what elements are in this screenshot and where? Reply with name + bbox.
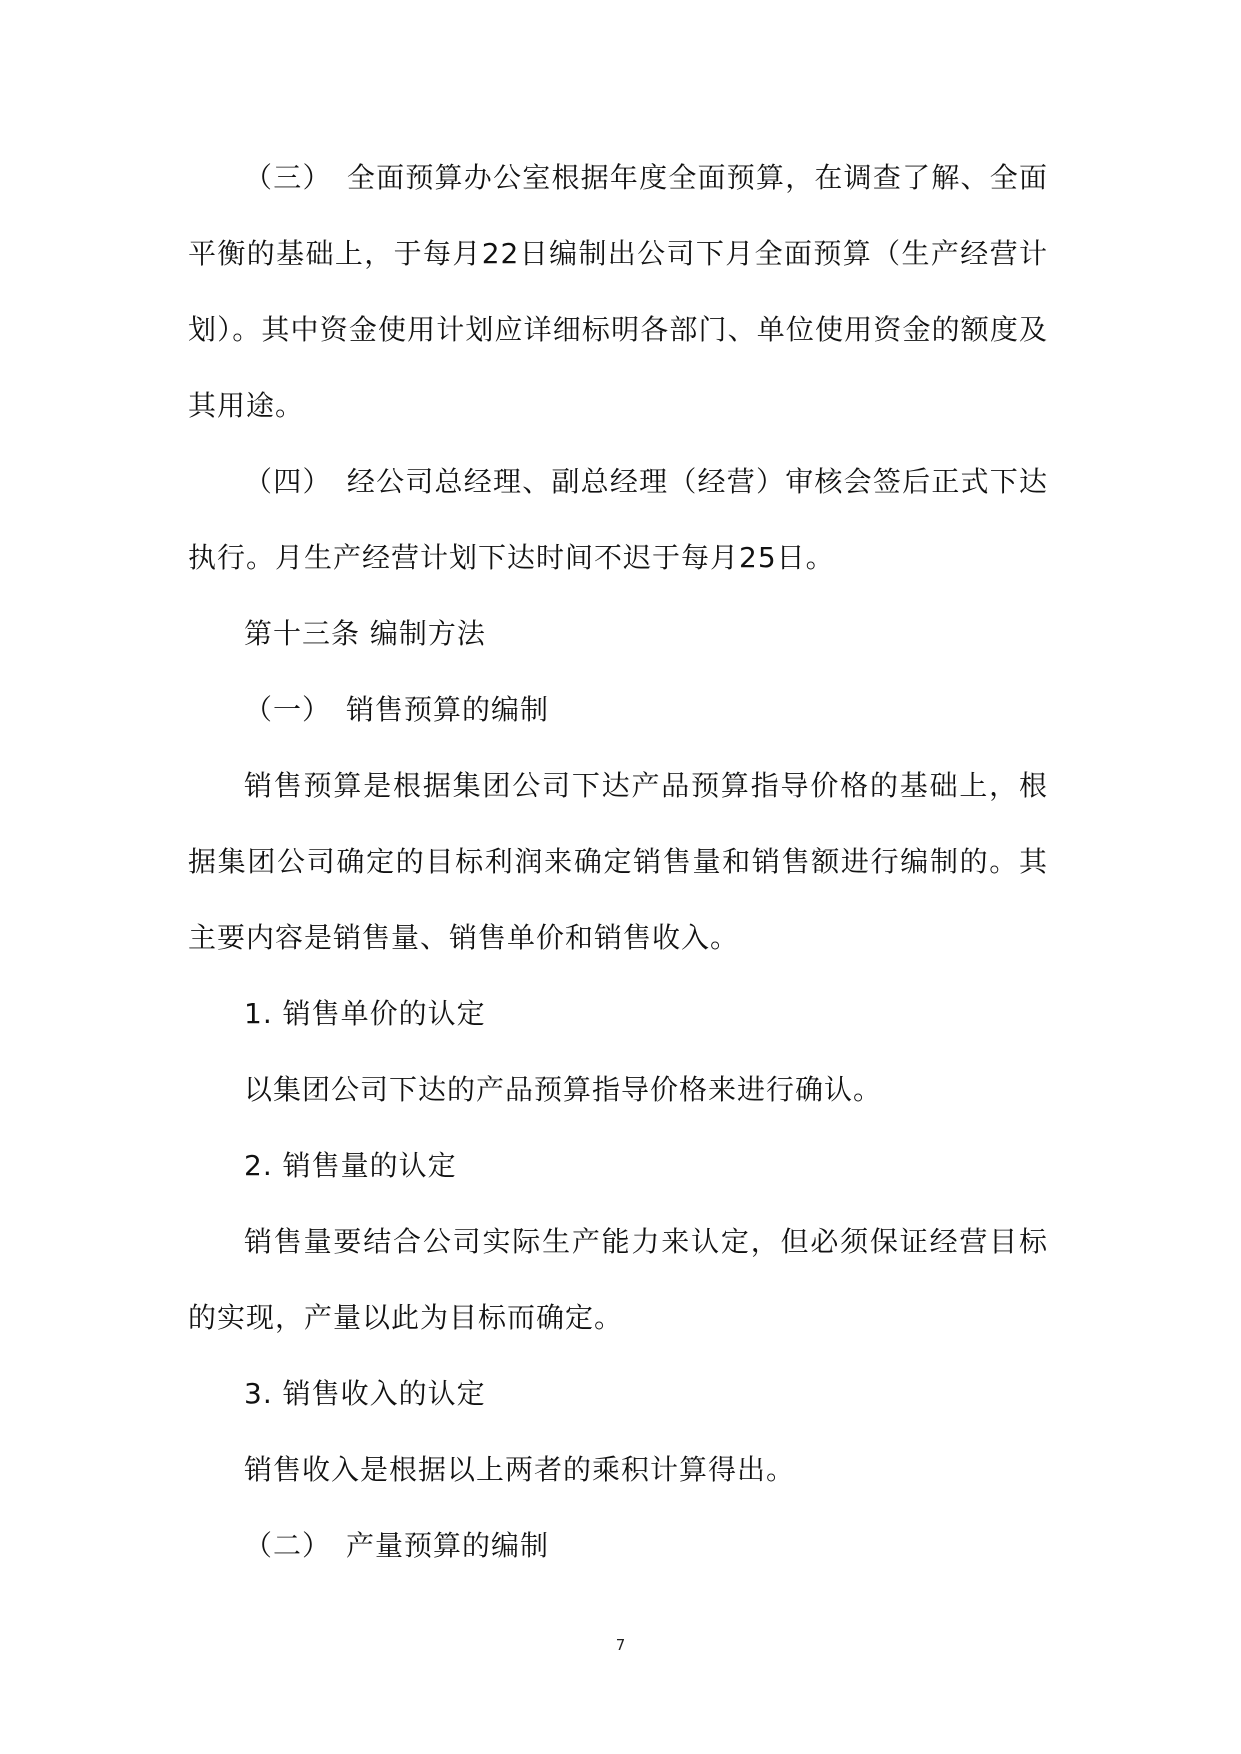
section-production-budget-heading: （二） 产量预算的编制 <box>244 1529 550 1562</box>
paragraph-sales-volume: 销售量要结合公司实际生产能力来认定，但必须保证经营目标的实现，产量以此为目标而确定。 <box>188 1225 1048 1334</box>
document-body <box>188 140 1048 1584</box>
paragraph-budget-office: （三） 全面预算办公室根据年度全面预算，在调查了解、全面平衡的基础上，于每月22日编制出公司下月全面预算（生产经营计划）。其中资金使用计划应详细标明各部门、单位使用资金的额度及其用途。 <box>188 161 1048 422</box>
paragraph-unit-price: 以集团公司下达的产品预算指导价格来进行确认。 <box>244 1073 883 1106</box>
paragraph-approval: （四） 经公司总经理、副总经理（经营）审核会签后正式下达执行。月生产经营计划下达时间不迟于每月25日。 <box>188 465 1048 574</box>
page-number: 7 <box>615 1636 626 1654</box>
item-sales-volume-heading: 2. 销售量的认定 <box>244 1149 457 1182</box>
paragraph-sales-revenue: 销售收入是根据以上两者的乘积计算得出。 <box>244 1453 796 1486</box>
item-sales-revenue-heading: 3. 销售收入的认定 <box>244 1377 486 1410</box>
item-unit-price-heading: 1. 销售单价的认定 <box>244 997 486 1030</box>
section-sales-budget-heading: （一） 销售预算的编制 <box>244 693 550 726</box>
paragraph-sales-budget: 销售预算是根据集团公司下达产品预算指导价格的基础上，根据集团公司确定的目标利润来确定销售量和销售额进行编制的。其主要内容是销售量、销售单价和销售收入。 <box>188 769 1048 954</box>
article-13-heading: 第十三条 编制方法 <box>244 617 486 650</box>
